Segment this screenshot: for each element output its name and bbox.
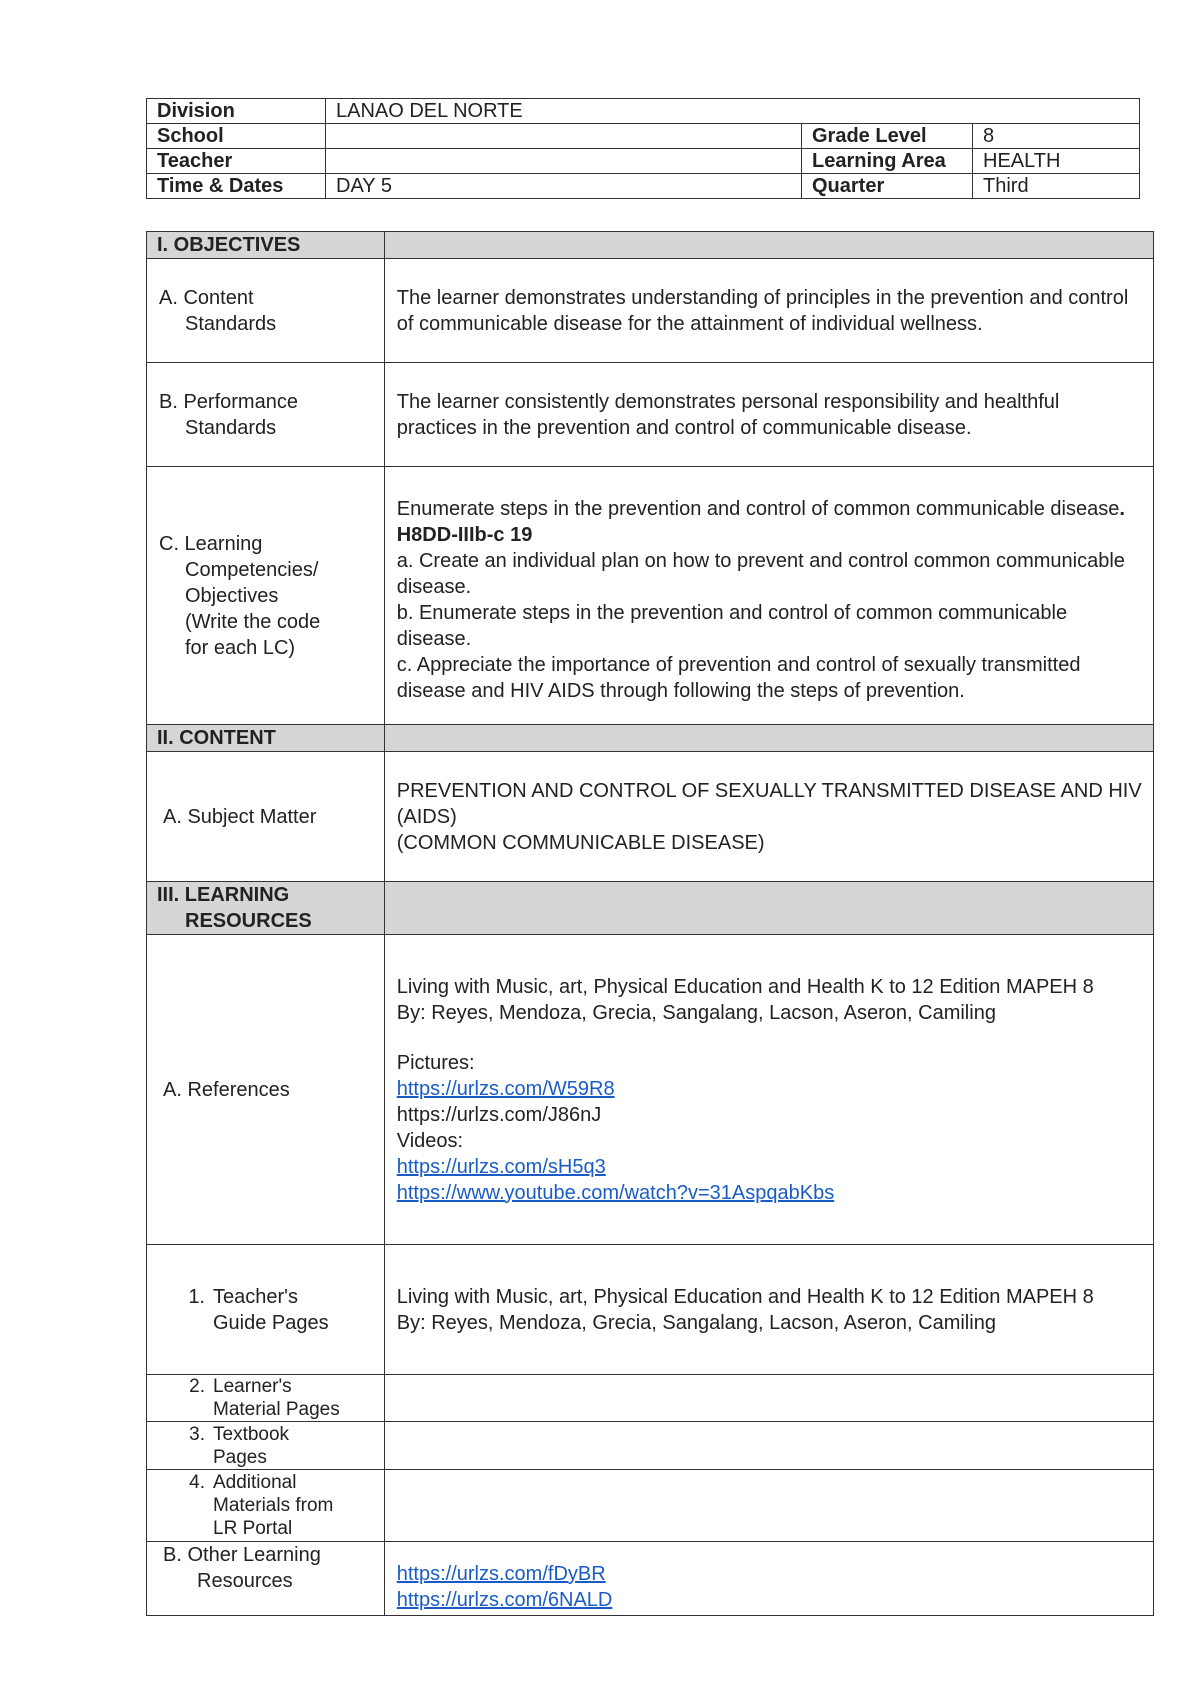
teachers-guide-text xyxy=(384,1245,1153,1375)
reference-spacer xyxy=(397,1026,1143,1050)
textbook-pages-label-text1: Textbook xyxy=(213,1423,290,1445)
references-text xyxy=(384,935,1153,1245)
learning-area-label: Learning Area xyxy=(802,149,973,174)
references-row xyxy=(147,935,1154,1245)
teacher-label: Teacher xyxy=(147,149,326,174)
school-label: School xyxy=(147,124,326,149)
videos-label: Videos: xyxy=(396,1129,464,1152)
textbook-pages-row xyxy=(147,1422,1154,1470)
performance-standards-label-line1: B. Performance xyxy=(159,390,298,413)
pictures-label: Pictures: xyxy=(396,1051,475,1074)
teachers-guide-label-line1 xyxy=(185,1284,374,1310)
content-heading-blank xyxy=(384,725,1153,752)
picture-link-2: https://urlzs.com/J86nJ xyxy=(396,1103,602,1126)
other-resources-label xyxy=(147,1542,385,1616)
competencies-label-line5: for each LC) xyxy=(185,636,296,659)
teachers-guide-label-line2: Guide Pages xyxy=(213,1311,329,1334)
teachers-guide-book: Living with Music, art, Physical Education and Health K to 12 Edition MAPEH 8 xyxy=(396,1285,1094,1308)
competencies-row xyxy=(147,467,1154,725)
competencies-label-line4: (Write the code xyxy=(185,610,321,633)
additional-materials-label xyxy=(147,1470,385,1542)
teacher-row xyxy=(147,149,1140,174)
division-row xyxy=(147,99,1140,124)
grade-level-label: Grade Level xyxy=(802,124,973,149)
additional-materials-value xyxy=(384,1470,1153,1542)
additional-materials-label-line2: Materials from xyxy=(213,1495,334,1516)
time-row xyxy=(147,174,1140,199)
textbook-pages-label xyxy=(147,1422,385,1470)
other-resources-label-line2: Resources xyxy=(197,1570,293,1592)
other-resources-row xyxy=(147,1542,1154,1616)
teacher-value xyxy=(326,149,802,174)
teachers-guide-num: 1. xyxy=(188,1285,205,1308)
content-standards-row xyxy=(147,259,1154,363)
additional-materials-row xyxy=(147,1470,1154,1542)
division-label: Division xyxy=(147,99,326,124)
competencies-label xyxy=(147,467,385,725)
objectives-section-row xyxy=(147,232,1154,259)
additional-materials-num: 4. xyxy=(189,1472,205,1493)
additional-materials-label-line1 xyxy=(185,1471,374,1494)
time-dates-value: DAY 5 xyxy=(326,174,802,199)
resources-heading-line1: III. LEARNING xyxy=(157,884,290,906)
picture-link-1[interactable]: https://urlzs.com/W59R8 xyxy=(396,1077,615,1100)
textbook-pages-num: 3. xyxy=(189,1423,205,1445)
performance-standards-label-line2: Standards xyxy=(185,416,277,439)
subject-matter-text xyxy=(384,752,1153,882)
school-row xyxy=(147,124,1140,149)
content-standards-label-line1: A. Content xyxy=(159,286,254,309)
other-resource-link-2[interactable]: https://urlzs.com/6NALD xyxy=(396,1589,613,1611)
content-standards-text: The learner demonstrates understanding of principles in the prevention and control of communicable disease for the attainment of individual wellness. xyxy=(384,259,1153,363)
competency-intro-text: Enumerate steps in the prevention and control of common communicable disease xyxy=(396,497,1120,520)
learners-material-label-line1 xyxy=(185,1375,374,1398)
competencies-label-line2: Competencies/ xyxy=(185,558,319,581)
textbook-pages-label-line2: Pages xyxy=(213,1446,267,1468)
school-value xyxy=(326,124,802,149)
learners-material-value xyxy=(384,1375,1153,1422)
performance-standards-row xyxy=(147,363,1154,467)
objectives-heading: I. OBJECTIVES xyxy=(147,232,385,259)
other-resource-link-1[interactable]: https://urlzs.com/fDyBR xyxy=(396,1563,606,1585)
competency-b: b. Enumerate steps in the prevention and control of common communicable disease. xyxy=(396,601,1068,650)
content-heading: II. CONTENT xyxy=(147,725,385,752)
subject-matter-line1: PREVENTION AND CONTROL OF SEXUALLY TRANSMITTED DISEASE AND HIV (AIDS) xyxy=(396,779,1142,828)
competency-code: . H8DD-IIIb-c 19 xyxy=(396,497,1125,546)
quarter-label: Quarter xyxy=(802,174,973,199)
teachers-guide-label xyxy=(147,1245,385,1375)
resources-heading-line2: RESOURCES xyxy=(185,910,312,932)
video-link-2[interactable]: https://www.youtube.com/watch?v=31AspqabKbs xyxy=(396,1181,835,1204)
learning-area-value: HEALTH xyxy=(973,149,1140,174)
division-value: LANAO DEL NORTE xyxy=(326,99,1140,124)
resources-heading-blank xyxy=(384,882,1153,935)
video-link-1[interactable]: https://urlzs.com/sH5q3 xyxy=(396,1155,606,1178)
grade-level-value: 8 xyxy=(973,124,1140,149)
textbook-pages-value xyxy=(384,1422,1153,1470)
learners-material-row xyxy=(147,1375,1154,1422)
learners-material-label-line2: Material Pages xyxy=(213,1399,340,1420)
teachers-guide-label-text1: Teacher's xyxy=(213,1285,298,1308)
additional-materials-label-text1: Additional xyxy=(213,1472,297,1493)
references-label: A. References xyxy=(147,935,385,1245)
competencies-label-line3: Objectives xyxy=(185,584,279,607)
other-resources-links xyxy=(384,1542,1153,1616)
competency-intro xyxy=(397,496,1143,548)
competencies-text xyxy=(384,467,1153,725)
content-section-row xyxy=(147,725,1154,752)
learners-material-label xyxy=(147,1375,385,1422)
lesson-plan-table xyxy=(146,231,1154,1616)
teachers-guide-row xyxy=(147,1245,1154,1375)
objectives-heading-blank xyxy=(384,232,1153,259)
learners-material-label-text1: Learner's xyxy=(213,1376,292,1397)
competencies-label-line1: C. Learning xyxy=(159,532,263,555)
performance-standards-label xyxy=(147,363,385,467)
additional-materials-label-line3: LR Portal xyxy=(213,1518,293,1539)
content-standards-label-line2: Standards xyxy=(185,312,277,335)
reference-book: Living with Music, art, Physical Education and Health K to 12 Edition MAPEH 8 xyxy=(396,975,1094,998)
content-standards-label xyxy=(147,259,385,363)
header-table xyxy=(146,98,1140,199)
performance-standards-text: The learner consistently demonstrates personal responsibility and healthful practices in the prevention and control of communicable disease. xyxy=(384,363,1153,467)
competency-c: c. Appreciate the importance of prevention and control of sexually transmitted disease and HIV AIDS through following the steps of prevention. xyxy=(396,653,1081,702)
teachers-guide-authors: By: Reyes, Mendoza, Grecia, Sangalang, Lacson, Aseron, Camiling xyxy=(396,1311,996,1334)
learners-material-num: 2. xyxy=(189,1376,205,1397)
competency-a: a. Create an individual plan on how to prevent and control common communicable disease. xyxy=(396,549,1125,598)
quarter-value: Third xyxy=(973,174,1140,199)
textbook-pages-label-line1 xyxy=(185,1423,374,1446)
resources-section-row xyxy=(147,882,1154,935)
subject-matter-row xyxy=(147,752,1154,882)
subject-matter-label: A. Subject Matter xyxy=(147,752,385,882)
resources-heading xyxy=(147,882,385,935)
subject-matter-line2: (COMMON COMMUNICABLE DISEASE) xyxy=(396,831,765,854)
reference-authors: By: Reyes, Mendoza, Grecia, Sangalang, Lacson, Aseron, Camiling xyxy=(396,1001,996,1024)
time-dates-label: Time & Dates xyxy=(147,174,326,199)
other-resources-label-line1: B. Other Learning xyxy=(163,1544,321,1566)
